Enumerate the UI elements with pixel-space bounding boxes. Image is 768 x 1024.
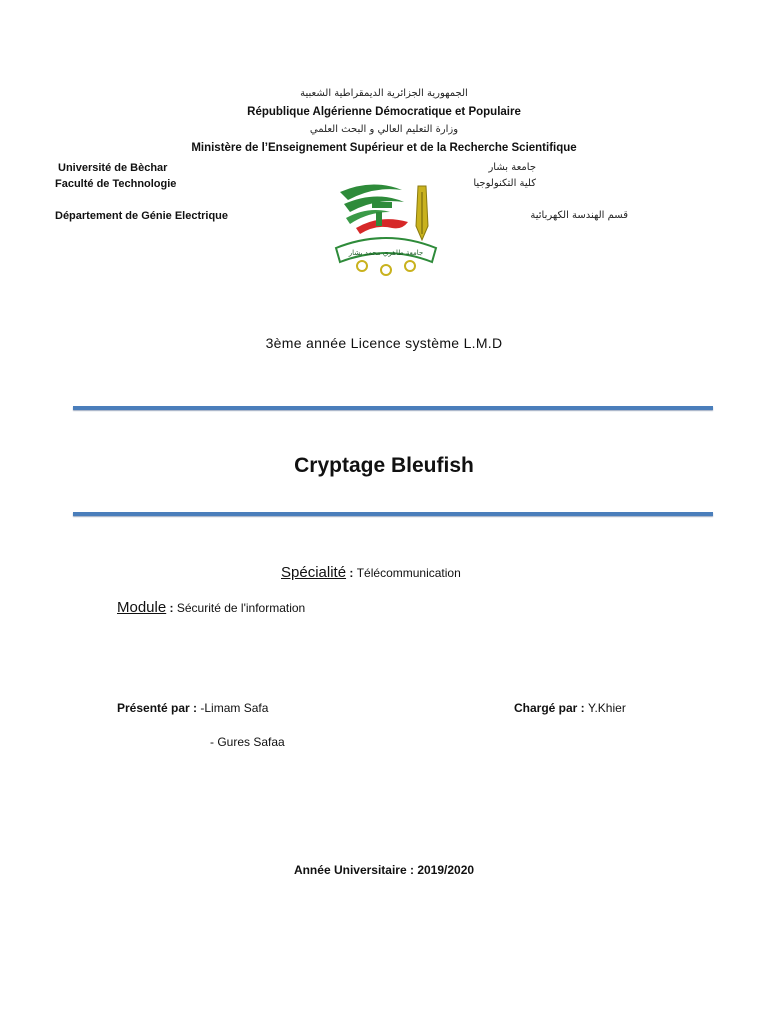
faculty-text: Faculté de Technologie <box>55 178 177 190</box>
presenter-first: -Limam Safa <box>200 701 269 715</box>
logo-caption: جامعة طاهري محمد بشار <box>348 249 424 257</box>
arabic-faculty-text: كلية التكنولوجيا <box>473 178 536 189</box>
university-text: Université de Bèchar <box>58 162 168 174</box>
module-separator: : <box>166 601 177 615</box>
speciality-label: Spécialité <box>281 564 347 581</box>
speciality-separator: : <box>346 566 357 580</box>
arabic-department-text: قسم الهندسة الكهربائية <box>530 210 628 221</box>
department-text: Département de Génie Electrique <box>55 210 228 222</box>
presented-by-line <box>117 701 268 715</box>
charged-by-value: Y.Khier <box>588 701 626 715</box>
university-logo-graphic <box>332 178 440 276</box>
arabic-university-text: جامعة بشار <box>488 162 536 173</box>
ministry-text: Ministère de l’Enseignement Supérieur et de la Recherche Scientifique <box>191 142 577 154</box>
republic-text: République Algérienne Démocratique et Populaire <box>247 106 521 118</box>
speciality-line <box>281 564 461 582</box>
presenter-second: - Gures Safaa <box>210 735 285 749</box>
module-label: Module <box>117 599 167 616</box>
charged-by-line <box>514 701 626 715</box>
university-logo <box>332 178 440 276</box>
arabic-ministry-text: وزارة التعليم العالي و البحث العلمي <box>309 124 459 135</box>
module-value: Sécurité de l'information <box>176 601 306 615</box>
licence-level-text: 3ème année Licence système L.M.D <box>265 335 503 351</box>
module-line <box>117 599 305 617</box>
document-title: Cryptage Bleufish <box>294 454 474 477</box>
academic-year-text: Année Universitaire : 2019/2020 <box>293 863 475 877</box>
charged-by-label: Chargé par : <box>514 701 589 715</box>
arabic-republic-text: الجمهورية الجزائرية الديمقراطية الشعبية <box>300 88 468 99</box>
presented-by-label: Présenté par : <box>117 701 201 715</box>
speciality-value: Télécommunication <box>356 566 461 580</box>
bottom-divider <box>73 512 713 516</box>
top-divider <box>73 406 713 410</box>
